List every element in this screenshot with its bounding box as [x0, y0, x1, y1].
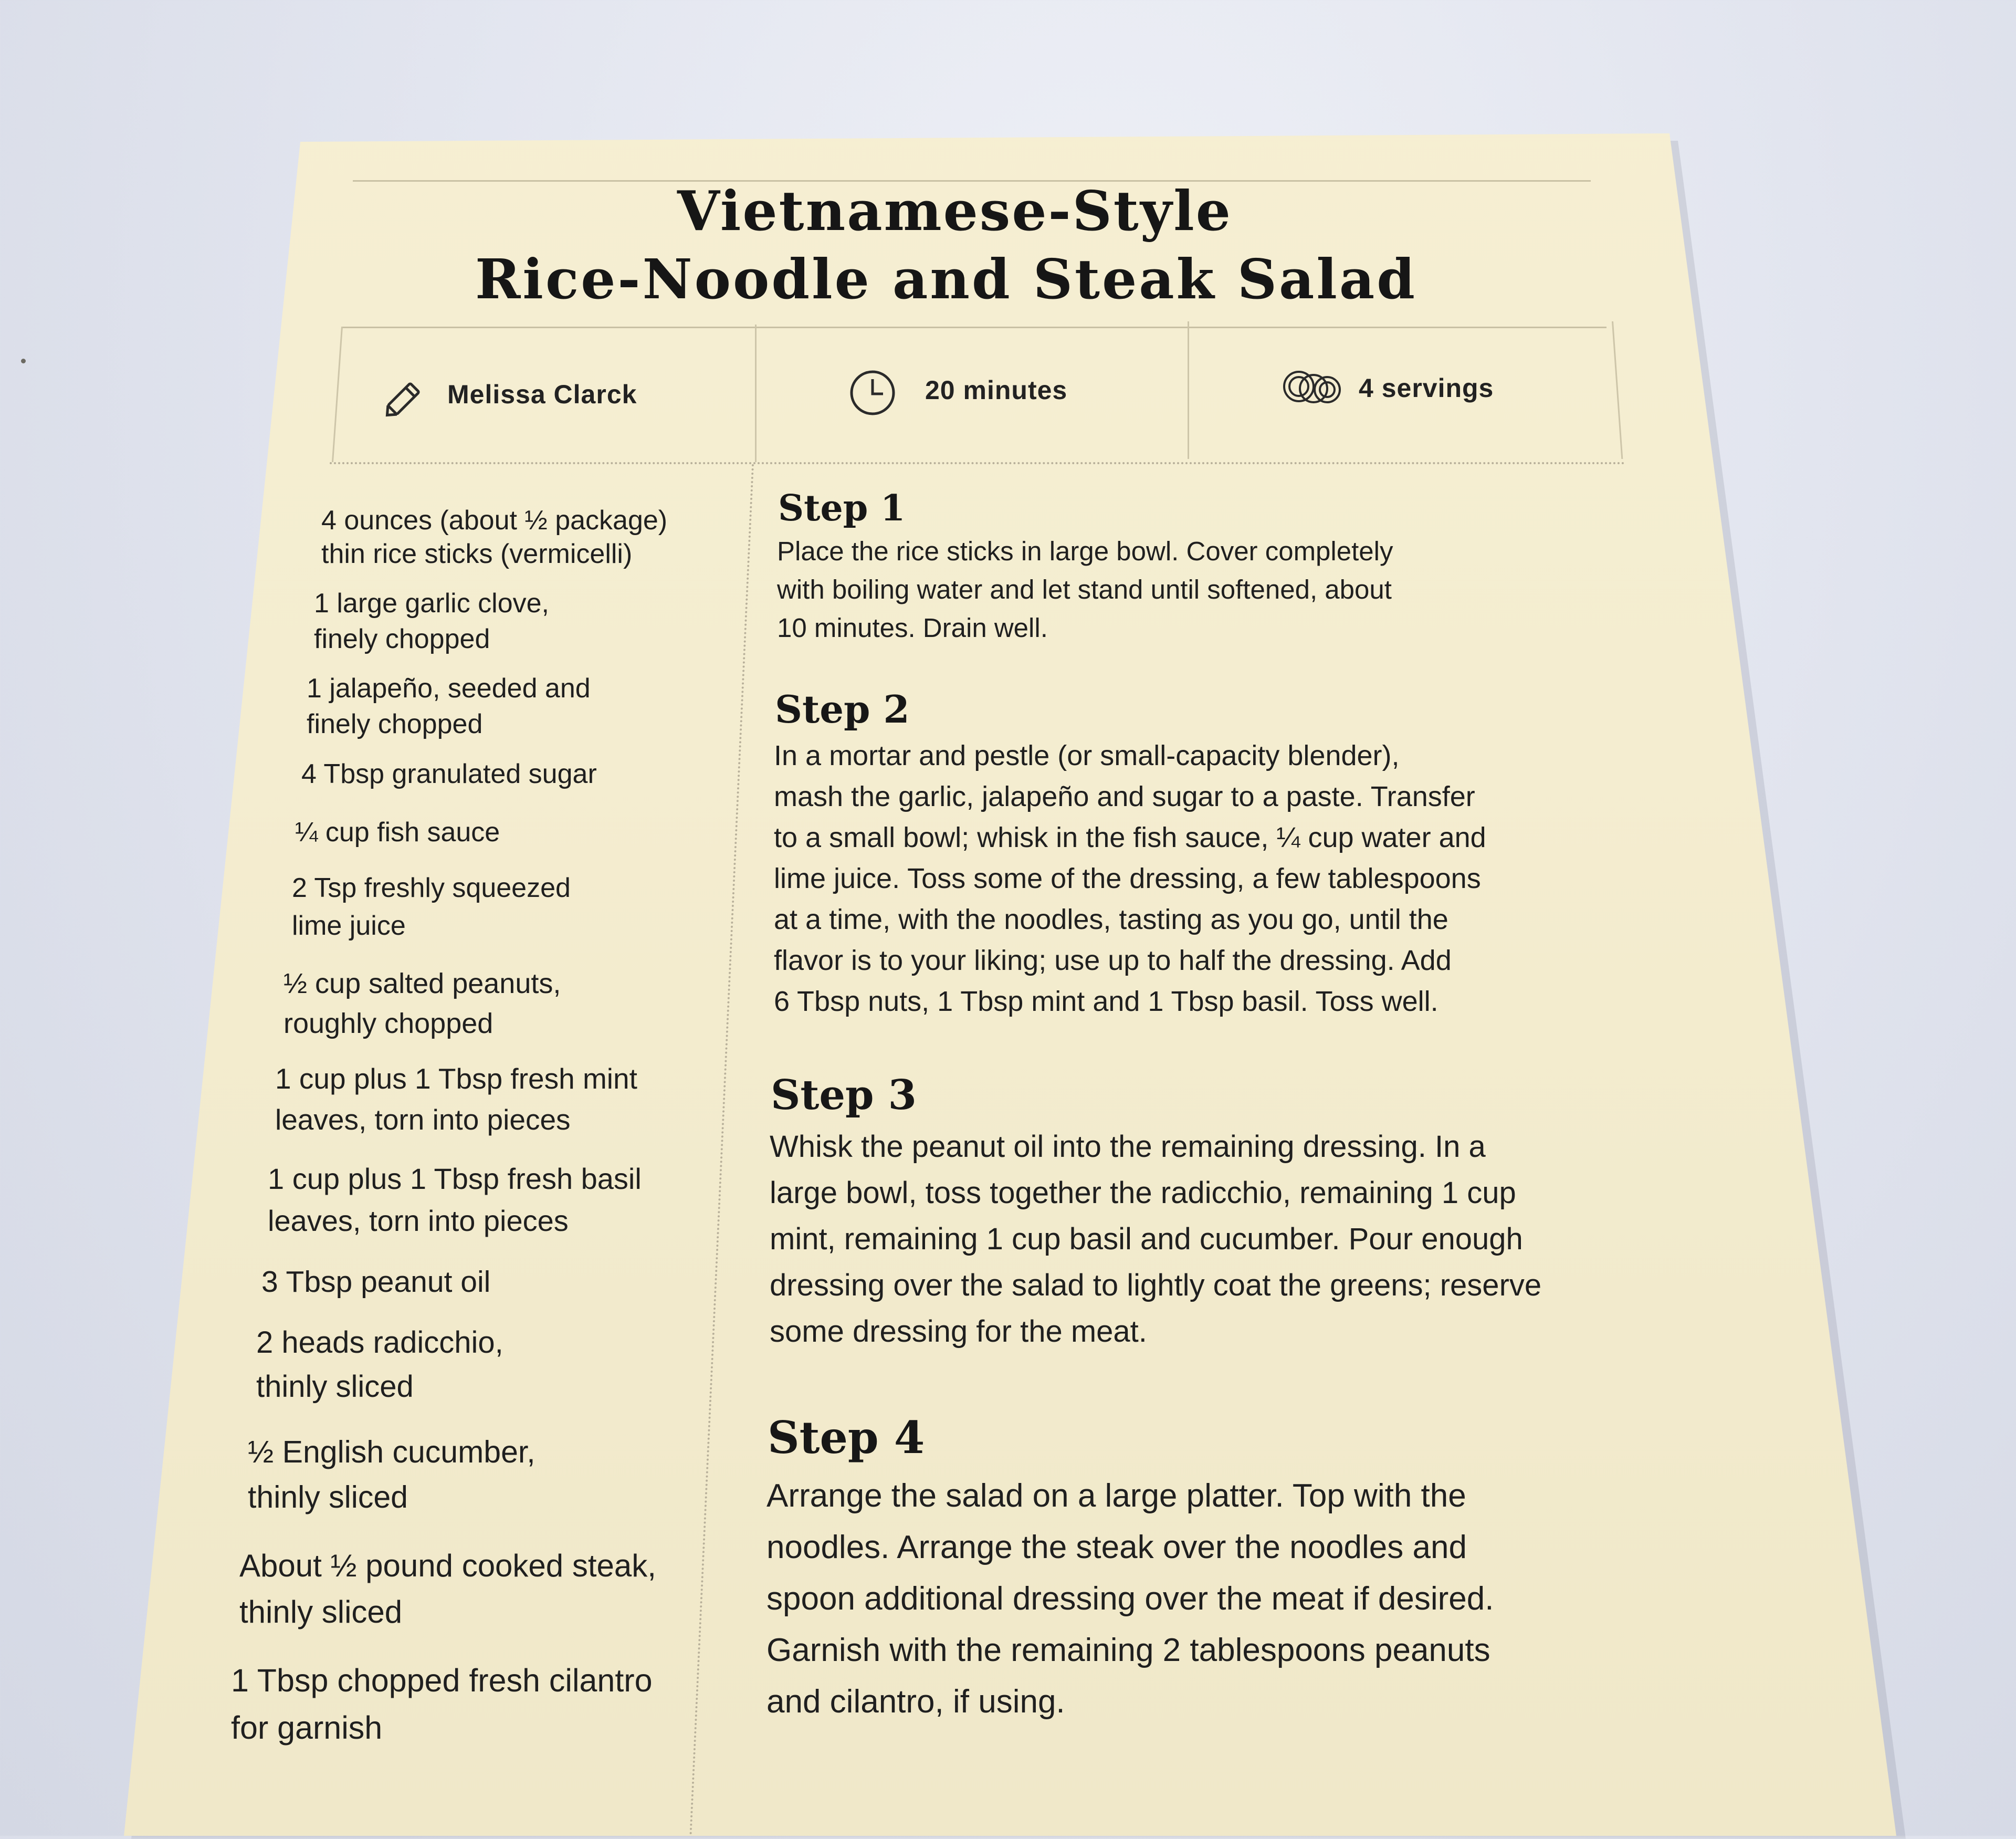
recipe-title-line-1: Vietnamese-Style: [677, 179, 1232, 243]
ingredient-line: finely chopped: [307, 709, 483, 739]
ingredient-line: for garnish: [231, 1710, 383, 1746]
ingredient-item-14: [231, 1657, 653, 1751]
ingredient-line: leaves, torn into pieces: [268, 1204, 569, 1237]
ingredient-line: 4 ounces (about ½ package): [321, 505, 668, 536]
ingredient-line: thin rice sticks (vermicelli): [321, 539, 633, 569]
servings: 4 servings: [1359, 373, 1494, 403]
step-1-line: 10 minutes. Drain well.: [777, 613, 1048, 643]
step-1-heading: Step 1: [778, 487, 906, 529]
cook-time: 20 minutes: [925, 375, 1068, 405]
step-3-line: large bowl, toss together the radicchio, remaining 1 cup: [770, 1176, 1516, 1210]
ingredient-line: ¼ cup fish sauce: [295, 817, 500, 848]
ingredient-item-12: [248, 1429, 536, 1520]
ingredient-item-4: [301, 755, 597, 793]
meta-box-divider-2: [1188, 321, 1189, 459]
meta-box-top-border: [342, 327, 1606, 328]
step-1-line: Place the rice sticks in large bowl. Cover completely: [777, 536, 1393, 566]
ingredient-item-13: [239, 1543, 656, 1635]
ingredient-item-2: [314, 584, 549, 658]
step-2-line: mash the garlic, jalapeño and sugar to a paste. Transfer: [774, 781, 1475, 812]
ingredient-line: 1 cup plus 1 Tbsp fresh mint: [275, 1062, 637, 1095]
clock-icon: [846, 367, 899, 419]
step-2-line: flavor is to your liking; use up to half the dressing. Add: [774, 945, 1452, 976]
ingredient-line: 2 Tsp freshly squeezed: [292, 873, 571, 903]
ingredient-line: thinly sliced: [239, 1594, 403, 1629]
step-1-line: with boiling water and let stand until softened, about: [777, 574, 1392, 604]
step-3-line: some dressing for the meat.: [770, 1314, 1147, 1349]
ingredient-line: thinly sliced: [256, 1370, 414, 1404]
background-speck: [21, 359, 26, 363]
ingredient-item-6: [292, 869, 571, 945]
ingredient-line: 1 cup plus 1 Tbsp fresh basil: [268, 1162, 642, 1195]
ingredient-item-11: [256, 1321, 503, 1409]
step-2-text: [774, 735, 1486, 1022]
step-2-line: 6 Tbsp nuts, 1 Tbsp mint and 1 Tbsp basil. Toss well.: [774, 986, 1438, 1017]
ingredient-line: 1 large garlic clove,: [314, 588, 549, 619]
step-4-text: [766, 1470, 1494, 1728]
ingredient-item-10: [261, 1260, 490, 1303]
ingredient-line: 2 heads radicchio,: [256, 1325, 503, 1360]
step-4-line: noodles. Arrange the steak over the noodles and: [766, 1529, 1467, 1565]
meta-box-divider-1: [755, 325, 757, 462]
ingredient-line: thinly sliced: [248, 1480, 408, 1514]
step-2-line: at a time, with the noodles, tasting as you go, until the: [774, 904, 1448, 935]
step-4-line: Garnish with the remaining 2 tablespoons peanuts: [766, 1632, 1490, 1668]
step-1-text: [777, 532, 1393, 647]
meta-box-bottom-border: [330, 462, 1625, 464]
ingredient-line: ½ cup salted peanuts,: [284, 968, 561, 999]
ingredient-line: 1 jalapeño, seeded and: [307, 673, 591, 704]
ingredient-item-7: [284, 964, 561, 1043]
ingredient-line: lime juice: [292, 911, 406, 941]
recipe-title-line-2: Rice-Noodle and Steak Salad: [475, 247, 1417, 311]
step-2-heading: Step 2: [775, 687, 910, 732]
step-4-line: spoon additional dressing over the meat if desired.: [766, 1581, 1494, 1617]
plates-icon: [1281, 367, 1344, 409]
ingredient-line: leaves, torn into pieces: [275, 1103, 571, 1136]
ingredient-line: About ½ pound cooked steak,: [239, 1548, 656, 1583]
author-name: Melissa Clarck: [447, 380, 637, 409]
step-3-line: dressing over the salad to lightly coat the greens; reserve: [770, 1268, 1542, 1302]
step-4-line: and cilantro, if using.: [766, 1684, 1065, 1720]
step-3-heading: Step 3: [771, 1071, 917, 1119]
step-3-text: [770, 1124, 1541, 1355]
step-4-heading: Step 4: [768, 1412, 925, 1464]
ingredient-item-1: [321, 501, 667, 573]
step-2-line: In a mortar and pestle (or small-capacity blender),: [774, 740, 1400, 771]
ingredient-item-9: [268, 1158, 642, 1242]
ingredient-line: ½ English cucumber,: [248, 1435, 536, 1469]
pencil-icon: [378, 372, 430, 424]
step-3-line: Whisk the peanut oil into the remaining dressing. In a: [770, 1130, 1486, 1164]
ingredient-item-3: [307, 670, 591, 743]
step-2-line: lime juice. Toss some of the dressing, a few tablespoons: [774, 863, 1481, 894]
ingredient-line: 1 Tbsp chopped fresh cilantro: [231, 1663, 653, 1698]
ingredient-line: finely chopped: [314, 624, 490, 654]
ingredient-item-8: [275, 1058, 637, 1140]
step-2-line: to a small bowl; whisk in the fish sauce, ¼ cup water and: [774, 822, 1486, 853]
ingredient-item-5: [295, 813, 500, 851]
step-3-line: mint, remaining 1 cup basil and cucumber. Pour enough: [770, 1222, 1523, 1256]
ingredient-line: roughly chopped: [284, 1008, 494, 1039]
ingredient-line: 3 Tbsp peanut oil: [261, 1265, 491, 1299]
step-4-line: Arrange the salad on a large platter. Top with the: [766, 1478, 1466, 1514]
ingredient-line: 4 Tbsp granulated sugar: [301, 759, 597, 789]
